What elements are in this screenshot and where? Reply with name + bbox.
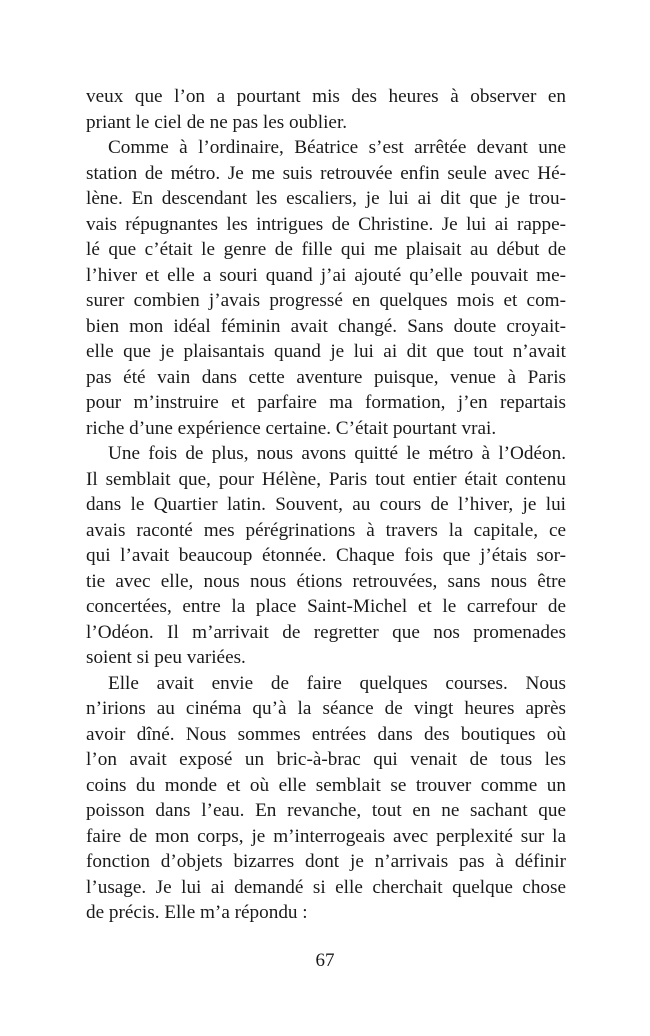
- text-line: station de métro. Je me suis retrouvée enfin seule avec Hé-: [86, 162, 566, 184]
- text-line: pas été vain dans cette aventure puisque, venue à Paris: [86, 366, 566, 388]
- page-number: 67: [315, 950, 335, 971]
- text-line: Il semblait que, pour Hélène, Paris tout entier était contenu: [86, 468, 566, 490]
- text-line: lène. En descendant les escaliers, je lui ai dit que je trou-: [86, 188, 566, 209]
- text-line: fonction d’objets bizarres dont je n’arrivais pas à définir: [86, 851, 566, 872]
- text-line: lé que c’était le genre de fille qui me plaisait au début de: [86, 239, 566, 260]
- text-line: bien mon idéal féminin avait changé. Sans doute croyait-: [86, 315, 566, 337]
- text-line: veux que l’on a pourtant mis des heures à observer en: [86, 86, 566, 107]
- text-line: l’usage. Je lui ai demandé si elle cherchait quelque chose: [86, 876, 566, 898]
- text-line: avoir dîné. Nous sommes entrées dans des boutiques où: [86, 723, 566, 745]
- text-line: l’on avait exposé un bric-à-brac qui venait de tous les: [86, 749, 566, 770]
- text-line: avais raconté mes pérégrinations à travers la capitale, ce: [86, 519, 566, 541]
- text-line: n’irions au cinéma qu’à la séance de vingt heures après: [86, 698, 566, 719]
- text-line: coins du monde et où elle semblait se trouver comme un: [86, 774, 566, 796]
- text-line: elle que je plaisantais quand je lui ai dit que tout n’avait: [86, 341, 566, 362]
- text-line: faire de mon corps, je m’interrogeais avec perplexité sur la: [86, 825, 566, 847]
- text-line: surer combien j’avais progressé en quelques mois et com-: [86, 290, 566, 311]
- text-line: Une fois de plus, nous avons quitté le métro à l’Odéon.: [108, 443, 566, 464]
- text-line: dans le Quartier latin. Souvent, au cours de l’hiver, je lui: [86, 494, 566, 515]
- text-line: de précis. Elle m’a répondu :: [86, 902, 308, 923]
- text-line: vais répugnantes les intrigues de Christine. Je lui ai rappe-: [86, 213, 566, 235]
- text-line: riche d’une expérience certaine. C’était pourtant vrai.: [86, 417, 497, 439]
- text-line: qui l’avait beaucoup étonnée. Chaque fois que j’étais sor-: [86, 545, 566, 566]
- text-line: poisson dans l’eau. En revanche, tout en ne sachant que: [86, 800, 566, 821]
- text-line: priant le ciel de ne pas les oublier.: [86, 111, 348, 133]
- text-line: concertées, entre la place Saint-Michel et le carrefour de: [86, 596, 566, 617]
- text-line: l’Odéon. Il m’arrivait de regretter que nos promenades: [86, 621, 566, 643]
- text-line: Comme à l’ordinaire, Béatrice s’est arrêtée devant une: [108, 137, 566, 158]
- text-line: tie avec elle, nous nous étions retrouvées, sans nous être: [86, 570, 566, 592]
- text-line: pour m’instruire et parfaire ma formation, j’en repartais: [86, 392, 566, 413]
- body-text: [86, 84, 566, 926]
- text-line: l’hiver et elle a souri quand j’ai ajouté qu’elle pouvait me-: [86, 264, 566, 286]
- text-line: soient si peu variées.: [86, 647, 246, 668]
- text-line: Elle avait envie de faire quelques courses. Nous: [108, 672, 566, 694]
